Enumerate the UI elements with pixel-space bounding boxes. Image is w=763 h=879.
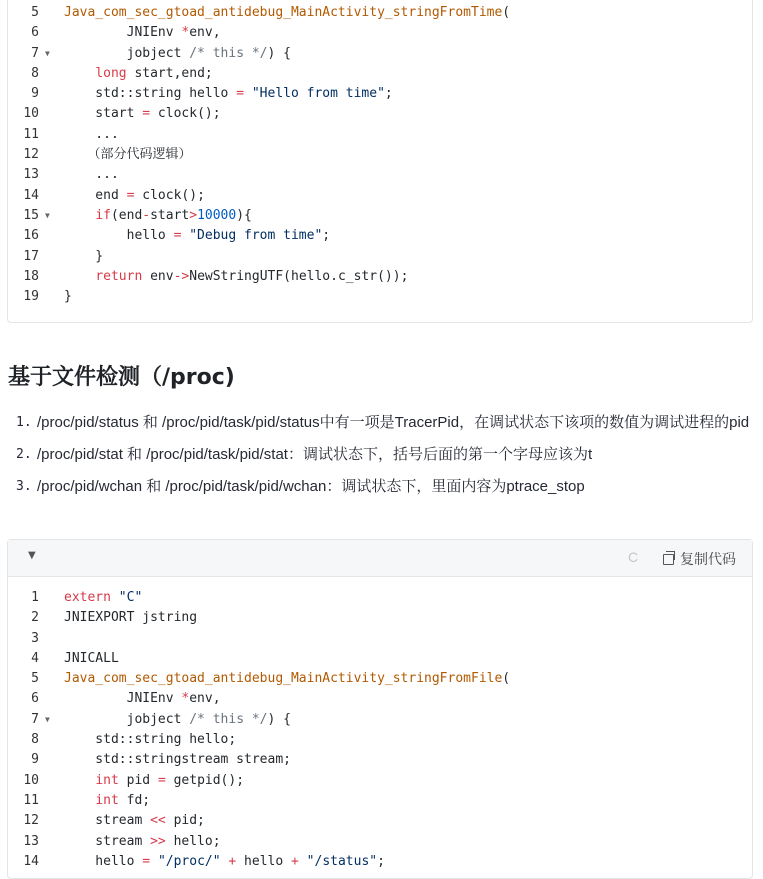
code-token — [111, 590, 119, 605]
code-token: stream — [64, 813, 151, 829]
code-token: std::string hello; — [64, 732, 237, 748]
line-number: 9 — [31, 86, 39, 102]
code-token: 10000 — [197, 207, 237, 223]
code-block-time — [7, 0, 753, 323]
code-line — [8, 811, 752, 831]
line-number: 19 — [23, 289, 39, 305]
code-token: * — [181, 691, 190, 707]
copy-code-label: 复制代码 — [680, 551, 736, 567]
code-text — [64, 588, 142, 608]
code-text — [64, 649, 119, 669]
code-token — [64, 773, 95, 788]
code-token — [64, 208, 95, 223]
code-token: ){ — [236, 207, 252, 223]
line-number: 6 — [31, 691, 39, 707]
code-text — [64, 226, 330, 246]
fold-caret-icon[interactable]: ▼ — [45, 48, 50, 58]
code-line — [8, 247, 752, 267]
code-token: + — [291, 853, 299, 869]
list-item — [0, 474, 763, 500]
code-token: int — [95, 792, 119, 808]
code-line — [8, 710, 752, 730]
code-line — [8, 206, 752, 226]
code-token: stream — [64, 833, 151, 849]
line-number: 14 — [23, 853, 39, 869]
code-text — [64, 791, 150, 811]
code-line — [8, 669, 752, 689]
code-token: env — [142, 268, 174, 284]
code-token: std::stringstream stream; — [64, 752, 291, 768]
code-text — [64, 23, 221, 43]
code-token: "/status" — [306, 853, 378, 869]
code-line — [8, 267, 752, 287]
code-token: start — [64, 106, 143, 122]
code-text — [64, 730, 236, 750]
code-text — [64, 689, 221, 709]
code-token: if — [95, 207, 111, 223]
code-line — [8, 44, 752, 64]
code-token: getpid(); — [165, 772, 245, 788]
code-token: } — [64, 289, 72, 305]
code-token: pid; — [165, 813, 205, 829]
code-token: << — [150, 813, 166, 829]
code-token: = — [157, 772, 166, 788]
code-token: - — [142, 207, 151, 223]
fold-caret-icon[interactable]: ▼ — [45, 714, 50, 724]
language-label: C — [628, 549, 639, 565]
line-number: 13 — [23, 167, 39, 183]
list-item-text: /proc/pid/stat 和 /proc/pid/task/pid/stat：调试状态下，括号后面的第一个字母应该为t — [37, 446, 593, 463]
code-token: /* this */ — [189, 45, 268, 61]
line-number: 3 — [31, 630, 39, 646]
code-text — [64, 287, 72, 307]
code-line — [8, 64, 752, 84]
code-token: >> — [150, 833, 166, 849]
list-index: 3. — [16, 479, 32, 494]
code-token: int — [95, 772, 119, 788]
code-token: （部分代码逻辑） — [64, 147, 192, 163]
code-token: "C" — [118, 590, 143, 605]
code-text — [64, 165, 119, 185]
line-number: 2 — [31, 610, 39, 626]
line-number: 14 — [23, 187, 39, 203]
code-token: * — [181, 25, 190, 41]
code-token: hello — [64, 228, 174, 244]
code-token: JNIEnv — [64, 25, 182, 41]
code-line — [8, 3, 752, 23]
code-token: = — [236, 86, 245, 102]
line-number: 17 — [23, 248, 39, 264]
code-text — [64, 186, 205, 206]
code-token: fd; — [118, 792, 151, 808]
code-line — [8, 750, 752, 770]
code-token: "Hello from time" — [251, 86, 385, 102]
line-number: 5 — [31, 671, 39, 687]
line-number: 5 — [31, 5, 39, 20]
code-token: JNIEXPORT jstring — [64, 610, 198, 626]
code-token: ) { — [267, 711, 291, 727]
code-token: /* this */ — [189, 711, 268, 727]
code-token: env, — [189, 691, 221, 707]
code-token: clock(); — [150, 106, 221, 122]
list-item-text: /proc/pid/status 和 /proc/pid/task/pid/status中有一项是TracerPid，在调试状态下该项的数值为调试进程的pid — [37, 414, 750, 431]
copy-icon — [663, 554, 674, 565]
code-text — [64, 3, 510, 23]
line-number: 18 — [23, 268, 39, 284]
code-line — [8, 125, 752, 145]
code-line — [8, 287, 752, 307]
code-token: Java_com_sec_gtoad_antidebug_MainActivity_stringFromFile — [64, 671, 503, 687]
caret-down-icon[interactable]: ▼ — [28, 550, 36, 561]
code-token: } — [64, 248, 104, 264]
code-token: ( — [502, 5, 511, 20]
copy-code-button[interactable] — [663, 549, 736, 569]
code-text — [64, 104, 221, 124]
code-token: JNIEnv — [64, 691, 182, 707]
code-token: = — [126, 187, 135, 203]
line-number: 1 — [31, 590, 39, 605]
line-number: 12 — [23, 147, 39, 163]
code-token: ; — [377, 853, 385, 869]
line-number: 12 — [23, 813, 39, 829]
code-token: "/proc/" — [157, 853, 221, 869]
code-token: hello — [64, 853, 143, 869]
code-text — [64, 832, 221, 852]
list-index: 2. — [16, 447, 32, 462]
code-text — [64, 206, 252, 226]
code-lines — [8, 3, 752, 307]
code-line — [8, 226, 752, 246]
code-text — [64, 669, 510, 689]
code-token: extern — [64, 590, 111, 605]
line-number: 15 — [23, 207, 39, 223]
code-text — [64, 852, 385, 872]
code-token: std::string hello — [64, 86, 237, 102]
code-text — [64, 608, 197, 628]
code-token: NewStringUTF(hello.c_str()); — [189, 268, 409, 284]
code-line — [8, 832, 752, 852]
line-number: 13 — [23, 833, 39, 849]
code-line — [8, 608, 752, 628]
code-token: ... — [64, 126, 119, 142]
list-index: 1. — [16, 415, 32, 430]
code-token: end — [64, 187, 127, 203]
code-token: start — [150, 207, 190, 223]
line-number: 11 — [23, 126, 39, 142]
line-number: 10 — [23, 106, 39, 122]
code-text — [64, 64, 213, 84]
code-token: start,end; — [126, 65, 213, 81]
code-text — [64, 145, 191, 165]
code-text — [64, 247, 103, 267]
code-token: = — [142, 106, 151, 122]
code-line — [8, 588, 752, 608]
code-token: = — [173, 228, 182, 244]
code-token: > — [189, 207, 198, 223]
code-token — [64, 793, 95, 808]
code-token: ( — [502, 671, 511, 687]
code-line — [8, 165, 752, 185]
list-item — [0, 442, 763, 468]
line-number: 9 — [31, 752, 39, 768]
code-token — [64, 66, 95, 81]
line-number: 10 — [23, 772, 39, 788]
code-token: (end — [110, 207, 143, 223]
code-token: = — [142, 853, 151, 869]
code-token: jobject — [64, 711, 190, 727]
line-number: 8 — [31, 732, 39, 748]
code-line — [8, 84, 752, 104]
line-number: 11 — [23, 792, 39, 808]
code-line — [8, 23, 752, 43]
code-token: env, — [189, 25, 221, 41]
code-line — [8, 791, 752, 811]
fold-caret-icon[interactable]: ▼ — [45, 210, 50, 220]
section-title: 基于文件检测（/proc) — [8, 365, 235, 390]
code-block-file — [7, 539, 753, 879]
code-token — [150, 854, 158, 869]
code-text — [64, 811, 205, 831]
code-token: hello; — [165, 833, 221, 849]
code-token: pid — [118, 772, 158, 788]
code-token: clock(); — [134, 187, 205, 203]
code-token: JNICALL — [64, 650, 119, 666]
code-token: "Debug from time" — [189, 228, 323, 244]
code-token: + — [228, 853, 237, 869]
code-text — [64, 771, 244, 791]
code-text — [64, 750, 291, 770]
code-line — [8, 689, 752, 709]
code-line — [8, 852, 752, 872]
code-token: jobject — [64, 45, 190, 61]
code-token — [64, 269, 95, 284]
code-lines — [8, 588, 752, 872]
code-line — [8, 145, 752, 165]
code-token: ... — [64, 167, 119, 183]
code-line — [8, 730, 752, 750]
code-text — [64, 84, 393, 104]
code-token — [244, 86, 252, 101]
code-token: hello — [236, 853, 292, 869]
code-token: return — [95, 268, 143, 284]
code-line — [8, 771, 752, 791]
list-item-text: /proc/pid/wchan 和 /proc/pid/task/pid/wchan：调试状态下，里面内容为ptrace_stop — [37, 478, 585, 495]
code-token: ) { — [267, 45, 291, 61]
line-number: 6 — [31, 25, 39, 41]
code-text — [64, 710, 291, 730]
line-number: 8 — [31, 65, 39, 81]
code-token: long — [95, 65, 127, 81]
code-text — [64, 125, 119, 145]
code-token: -> — [173, 268, 190, 284]
code-token — [299, 854, 307, 869]
code-token: ; — [322, 228, 331, 244]
code-token: ; — [384, 86, 393, 102]
line-number: 7 — [31, 45, 39, 61]
line-number: 16 — [23, 228, 39, 244]
code-line — [8, 649, 752, 669]
code-line — [8, 104, 752, 124]
code-line — [8, 186, 752, 206]
code-text — [64, 44, 291, 64]
line-number: 4 — [31, 650, 39, 666]
code-line — [8, 629, 752, 649]
proc-detection-list — [0, 410, 763, 506]
code-text — [64, 267, 408, 287]
code-token: Java_com_sec_gtoad_antidebug_MainActivity_stringFromTime — [64, 5, 503, 20]
line-number: 7 — [31, 711, 39, 727]
code-toolbar — [8, 540, 752, 577]
list-item — [0, 410, 763, 436]
